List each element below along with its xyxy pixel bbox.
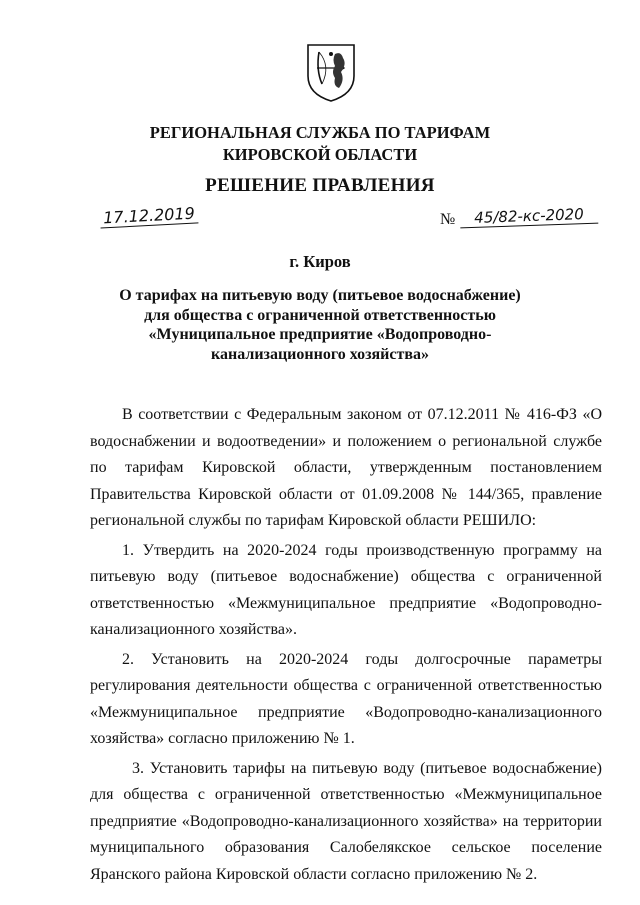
- subject-line4: канализационного хозяйства»: [211, 345, 429, 363]
- document-body: [90, 402, 602, 891]
- document-type: РЕШЕНИЕ ПРАВЛЕНИЯ: [205, 175, 435, 196]
- coat-of-arms-icon: [305, 42, 357, 104]
- org-title-line1: РЕГИОНАЛЬНАЯ СЛУЖБА ПО ТАРИФАМ: [149, 123, 491, 142]
- city: г. Киров: [289, 252, 351, 271]
- item-1: 1. Утвердить на 2020-2024 годы производственную программу на питьевую воду (питьевое водоснабжение) общества с ограниченной ответственностью «Межмуниципальное предприятие «Водопроводно-канализационного хозяйства».: [90, 541, 602, 638]
- intro-paragraph: В соответствии с Федеральным законом от 07.12.2011 № 416-ФЗ «О водоснабжении и водоотведении» и положением о региональной службе по тарифам Кировской области, утвержденным постановлением Правительства Кировской области от 01.09.2008 № 144/365, правление региональной службы по тарифам Кировской области РЕШИЛО:: [90, 406, 602, 529]
- document-date: 17.12.2019: [100, 203, 199, 228]
- subject-line3: «Муниципальное предприятие «Водопроводно-: [148, 326, 492, 343]
- item-2: 2. Установить на 2020-2024 годы долгосрочные параметры регулирования деятельности общества с ограниченной ответственностью «Межмуниципальное предприятие «Водопроводно-канализационного хозяйства» согласно приложению № 1.: [90, 650, 602, 747]
- subject-line1: О тарифах на питьевую воду (питьевое водоснабжение): [119, 287, 521, 304]
- document-number: 45/82-кс-2020: [460, 205, 599, 229]
- item-3: 3. Установить тарифы на питьевую воду (питьевое водоснабжение) для общества с ограниченной ответственностью «Межмуниципальное предприятие «Водопроводно-канализационного хозяйства» на территории муниципального образования Салобелякское сельское поселение Яранского района Кировской области согласно приложению № 2.: [90, 759, 602, 883]
- document-subject: [0, 286, 640, 364]
- org-title-line2: КИРОВСКОЙ ОБЛАСТИ: [222, 145, 418, 164]
- org-title: [0, 122, 640, 166]
- subject-line2: для общества с ограниченной ответственностью: [144, 306, 496, 324]
- number-sign: №: [440, 211, 456, 228]
